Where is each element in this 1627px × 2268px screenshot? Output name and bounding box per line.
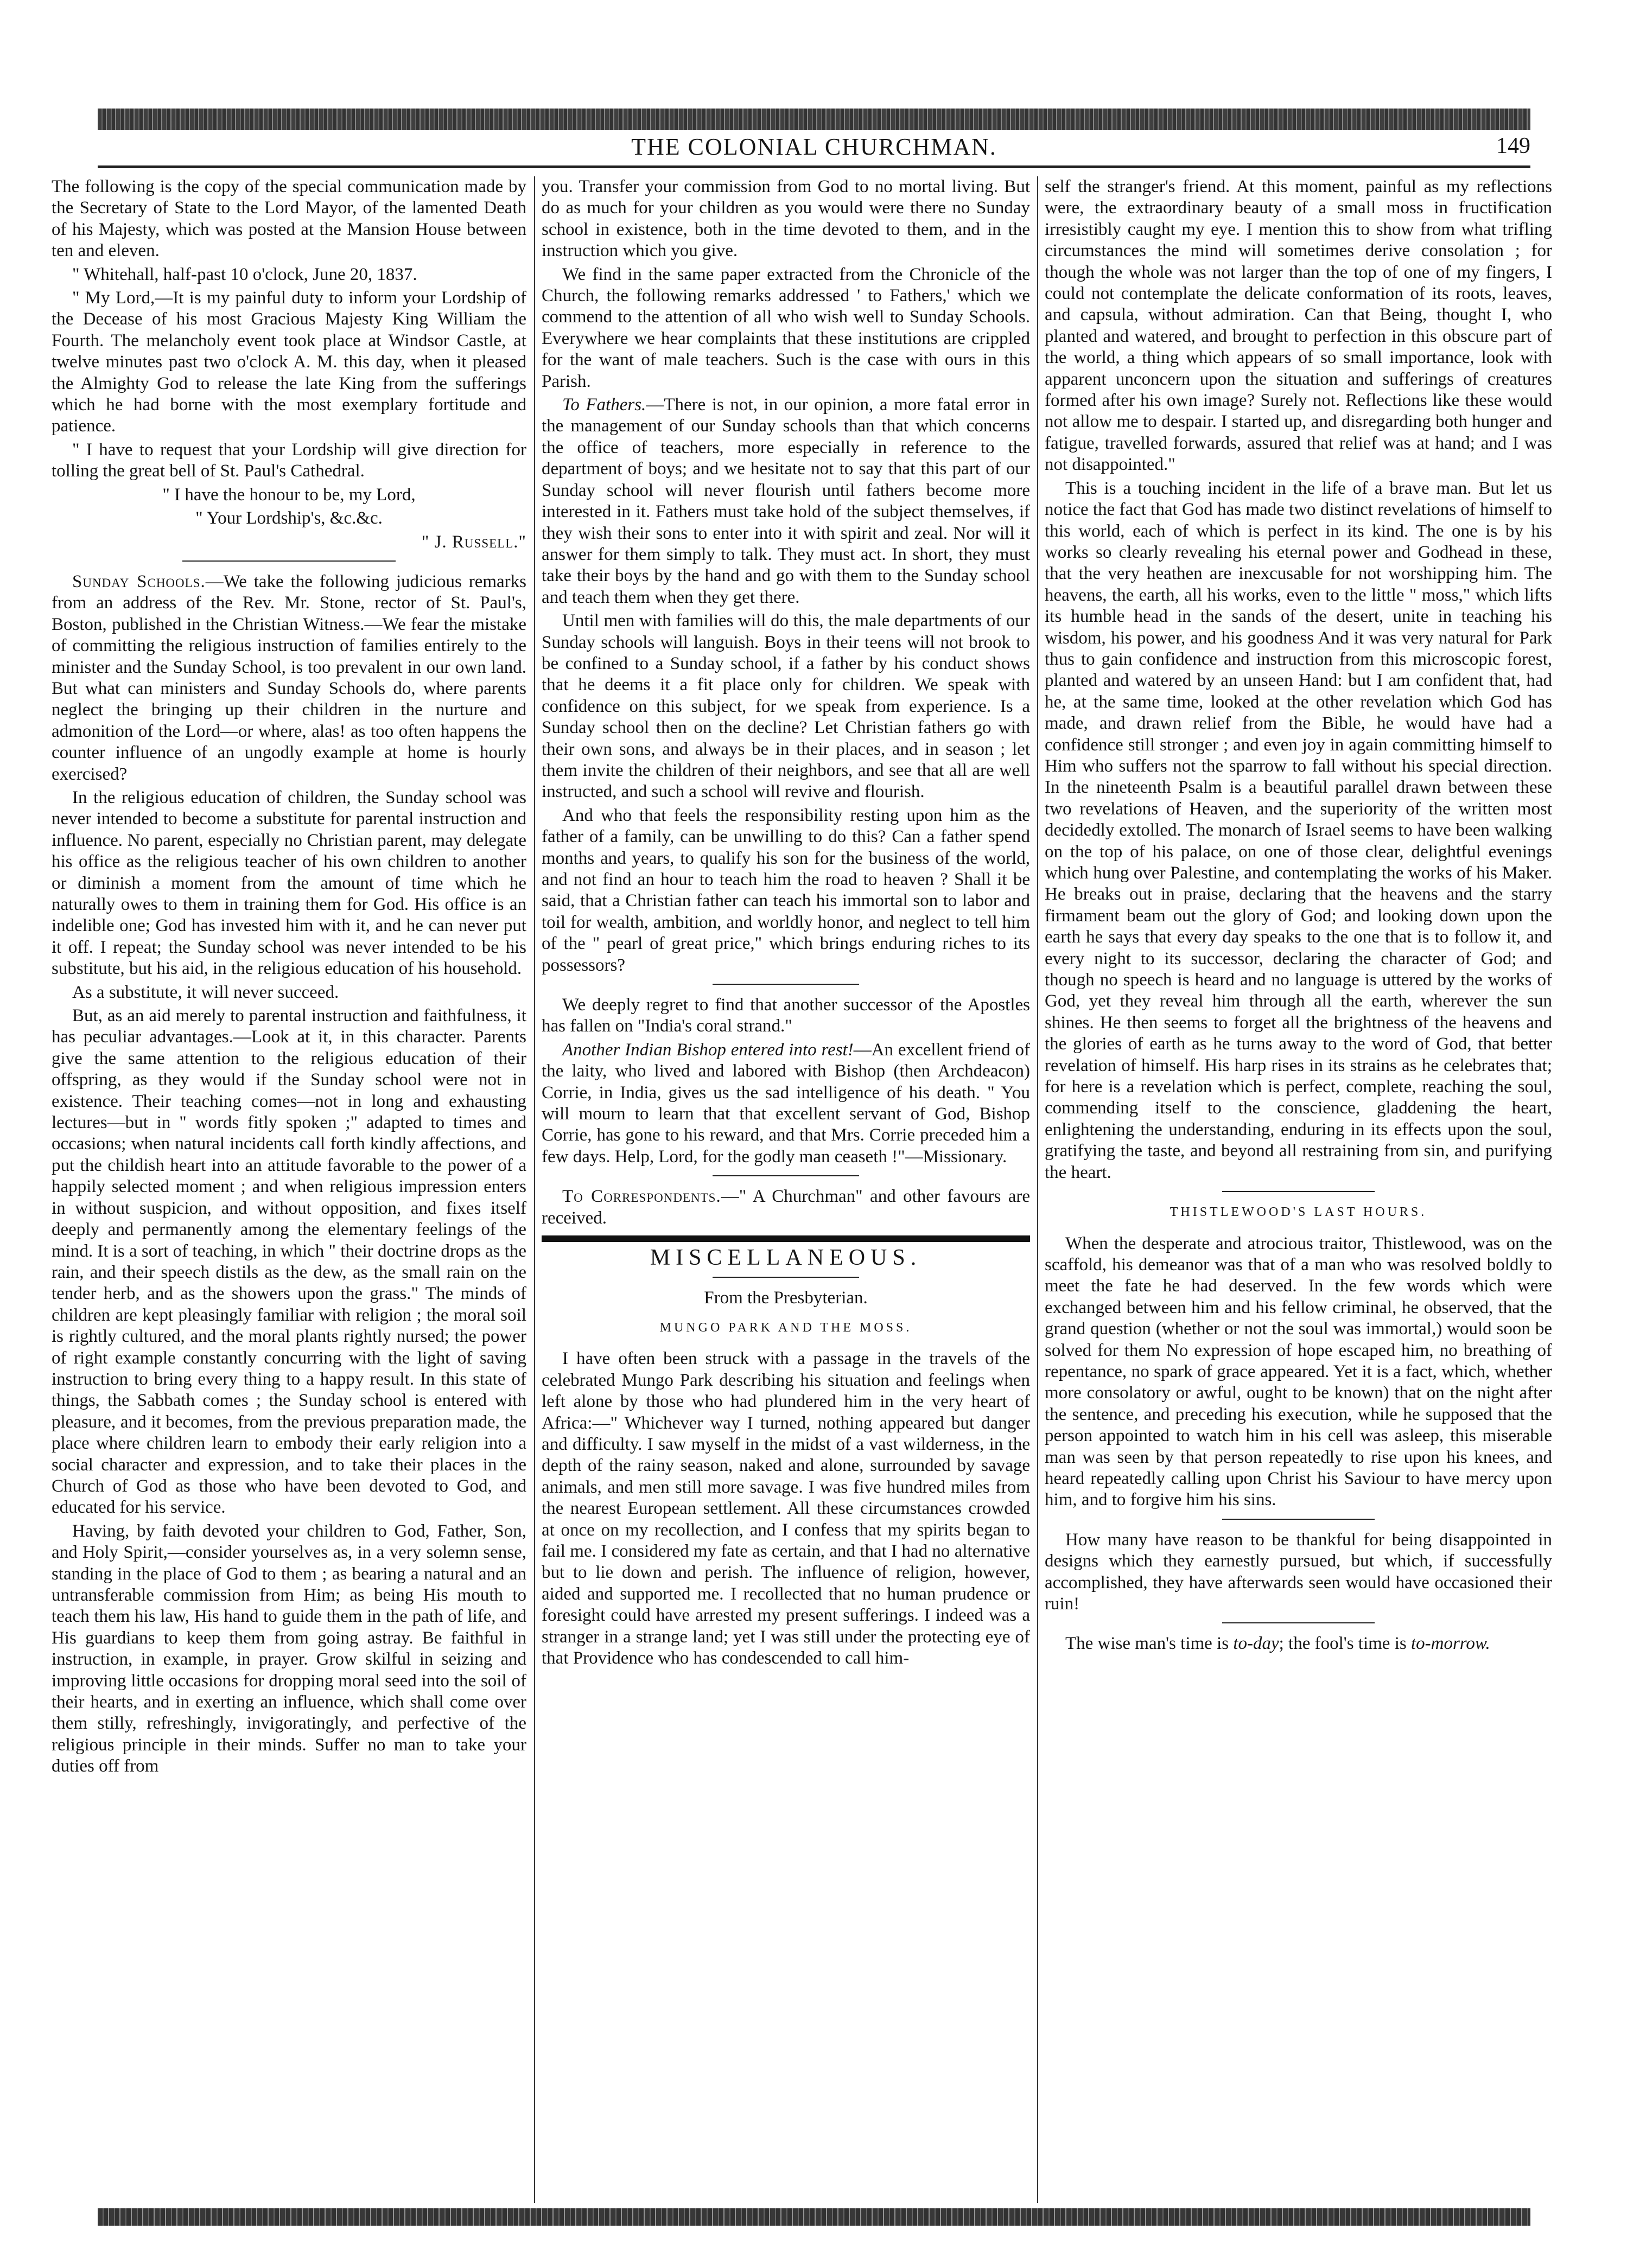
article-heading: Sunday Schools. [72,571,206,591]
article-paragraph: you. Transfer your commission from God to no mortal living. But do as much for your children as you would were there no Sunday school in existence, both in the time devoted to them, and in the instruction which you give. [542,177,1030,261]
header-rule [98,165,1530,168]
article-paragraph: When the desperate and atrocious traitor, Thistlewood, was on the scaffold, his demeanor was that of a man who was resolved boldly to meet the fate he had deserved. In the few words which were exchanged between him and his fellow criminal, he observed, that the grand question (whether or not the soul was immortal,) would soon be solved for them No expression of hope escaped him, no breathing of repentance, no spark of grace appeared. Yet it is a fact, which, whether more consolatory or awful, ought to be known) that on the night after the sentence, and preceding his execution, while he supposed that the person appointed to watch him in his cell was asleep, this miserable man was seen by that person repeatedly to rise upon his knees, and heard repeatedly calling upon Christ his Saviour to have mercy upon him, and to forgive him his sins. [1045,1233,1552,1510]
section-divider [182,560,396,562]
running-header [98,133,1530,163]
article-paragraph: self the stranger's friend. At this moment, painful as my reflections were, the extraordinary beauty of a small moss in fructification irresistibly caught my eye. I mention this to show from what trifling circumstances the mind will sometimes derive consolation ; for though the whole was not larger than the top of one of my fingers, I could not contemplate the delicate conformation of its roots, leaves, and capsula, without admiration. Can that Being, thought I, who planted and watered, and brought to perfection in this obscure part of the world, a thing which appears of so small importance, look with apparent unconcern upon the situation and sufferings of creatures formed after his own image? Surely not. Reflections like these would not allow me to despair. I started up, and disregarding both hunger and fatigue, travelled forwards, assured that relief was at hand; and I was not disappointed." [1045,177,1552,475]
article-paragraph: As a substitute, it will never succeed. [72,982,339,1002]
article-title: MUNGO PARK AND THE MOSS. [659,1320,912,1335]
article-paragraph: We deeply regret to find that another successor of the Apostles has fallen on "India's coral strand." [542,995,1030,1036]
letter-closing: " Your Lordship's, &c.&c. [195,508,383,528]
bottom-ornament-band [98,2208,1530,2226]
article-paragraph: To Fathers.—There is not, in our opinion, a more fatal error in the management of our Sunday schools than that which concerns the office of teachers, more especially in reference to the department of boys; and we hesitate not to say that this part of our Sunday school will never flourish until fathers become more interested in it. Fathers must take hold of the subject themselves, if they wish their sons to enter into it with spirit and zeal. Nor will it answer for them simply to talk. They must act. In short, they must take their boys by the hand and go with them to the Sunday school and teach them when they get there. [542,395,1030,607]
section-divider [713,1175,859,1176]
intro-paragraph: The following is the copy of the special communication made by the Secretary of State to the Lord Mayor, of the lamented Death of his Majesty, which was posted at the Mansion House between ten and eleven. [52,177,526,261]
article-paragraph: I have often been struck with a passage in the travels of the celebrated Mungo Park describing his situation and feelings when left alone by those who had plundered him in the very heart of Africa:—" Whichever way I turned, nothing appeared but danger and difficulty. I saw myself in the midst of a vast wilderness, in the depth of the rainy season, naked and alone, surrounded by savage animals, and men still more savage. I was five hundred miles from the nearest European settlement. All these circumstances crowded at once on my recollection, and I confess that my spirits began to fail me. I considered my fate as certain, and that I had no alternative but to lie down and perish. The influence of religion, however, aided and supported me. I recollected that no human prudence or foresight could have arrested my present sufferings. I indeed was a stranger in a strange land; yet I was still under the protecting eye of that Providence who has condescended to call him- [542,1349,1030,1668]
section-divider [1222,1519,1375,1520]
page-title: THE COLONIAL CHURCHMAN. [631,133,997,160]
article-paragraph: We find in the same paper extracted from the Chronicle of the Church, the following remarks addressed ' to Fathers,' which we commend to the attention of all who wish well to Sunday Schools. Everywhere we hear complaints that these institutions are crippled for the want of male teachers. Such is the case with ours in this Parish. [542,264,1030,391]
heavy-divider [542,1235,1030,1242]
article-title: THISTLEWOOD'S LAST HOURS. [1170,1205,1427,1220]
article-paragraph: Until men with families will do this, the male departments of our Sunday schools will languish. Boys in their teens will not brook to be confined to a Sunday school, if a father by his conduct shows that he deems it a fit place only for children. We speak with confidence on this subject, for we speak from experience. Is a Sunday school then on the decline? Let Christian fathers go with their own sons, and always be in their places, and in season ; let them invite the children of their neighbors, and see that all are well instructed, and such a school will revive and flourish. [542,611,1030,802]
column-2 [542,176,1030,2203]
letter-paragraph: " My Lord,—It is my painful duty to inform your Lordship of the Decease of his most Gracious Majesty King William the Fourth. The melancholy event took place at Windsor Castle, at twelve minutes past two o'clock A. M. this day, when it pleased the Almighty God to release the late King from the sufferings which he had borne with the most exemplary fortitude and patience. [52,288,526,436]
source-line: From the Presbyterian. [704,1288,868,1308]
article-paragraph: But, as an aid merely to parental instruction and faithfulness, it has peculiar advantages.—Look at it, in this character. Parents give the same attention to the religious education of their offspring, as they would if the Sunday school were not in existence. Their teaching comes—not in long and exhausting lectures—but in " words fitly spoken ;" adapted to times and occasions; when natural incidents call forth kindly affections, and put the childish heart into an attitude favorable to the power of a happily selected moment ; and when religious impression enters in without suspicion, and without opposition, and fixes itself deeply and permanently among the elementary feelings of the mind. It is a sort of teaching, in which " their doctrine drops as the rain, and their speech distils as the dew, as the small rain on the tender herb, and as the showers upon the grass." The minds of children are kept pleasingly familiar with religion ; the moral soil is rightly cultured, and the moral plants rightly nursed; the power of right example constantly concurring with the light of saving instruction to bring every thing to a happy result. In this state of things, the Sabbath comes ; the Sunday school is entered with pleasure, and it becomes, from the previous preparation made, the place where children learn to embody their early religion into a social character and expression, and to take their places in the Church of God as those who have been devoted to God, and educated for his service. [52,1006,526,1518]
article-heading: Another Indian Bishop entered into rest! [562,1040,854,1060]
notice-paragraph: To Correspondents.—" A Churchman" and other favours are received. [542,1187,1030,1228]
article-paragraph: Having, by faith devoted your children to God, Father, Son, and Holy Spirit,—consider yourselves as, in a very solemn sense, standing in the place of God to them ; as bearing a natural and an untransferable commission from Him; as being His mouth to teach them his law, His hand to guide them in the path of life, and His guardians to keep them from going astray. Be faithful in instruction, in example, in prayer. Grow skilful in seizing and improving little occasions for dropping moral seed into the soil of their hearts, and in exerting an influence, which shall come over them stilly, refreshingly, invigoratingly, and perfective of the religious principle in their minds. Suffer no man to take your duties off from [52,1521,526,1776]
column-3 [1045,176,1552,2203]
notice-heading: To Correspondents. [562,1187,721,1207]
article-paragraph: The wise man's time is to-day; the fool's time is to-morrow. [1065,1634,1490,1654]
top-ornament-band [98,109,1530,130]
section-divider [1222,1622,1375,1623]
dateline: " Whitehall, half-past 10 o'clock, June 20, 1837. [72,264,417,284]
column-1 [52,176,526,2203]
column-rule [1037,176,1038,2203]
letter-paragraph: " I have to request that your Lordship will give direction for tolling the great bell of St. Paul's Cathedral. [52,439,526,481]
section-divider [713,984,859,985]
section-title: MISCELLANEOUS. [650,1245,922,1271]
article-paragraph: And who that feels the responsibility resting upon him as the father of a family, can be unwilling to do this? Can a father spend months and years, to qualify his son for the business of the world, and not find an hour to teach him the road to heaven ? Shall it be said, that a Christian father can teach his immortal son to labor and toil for wealth, ambition, and worldly honor, and neglect to tell him of the " pearl of great price," which brings enduring riches to its possessors? [542,805,1030,975]
letter-signature: " J. Russell." [421,532,526,552]
article-paragraph: How many have reason to be thankful for being disappointed in designs which they earnestly pursued, but which, if successfully accomplished, they have afterwards seen would have occasioned their ruin! [1045,1530,1552,1614]
article-paragraph: This is a touching incident in the life of a brave man. But let us notice the fact that God has made two distinct revelations of himself to this world, each of which is perfect in its kind. The one is by his works so clearly revealing his eternal power and Godhead in these, that the very heathen are inexcusable for not worshipping him. The heavens, the earth, all his works, even to the little " moss," which lifts its humble head in the sands of the desert, unite in teaching his wisdom, his power, and his goodness And it was very natural for Park thus to gain confidence and instruction from this microscopic forest, planted and watered by an unseen Hand: but I am confident that, had he, at the same time, looked at the other revelation which God has made, and drawn relief from the Bible, he would have had a confidence still stronger ; and even joy in again committing himself to Him who suffers not the sparrow to fall without his special direction. In the nineteenth Psalm is a beautiful parallel drawn between these two revelations of Heaven, and the superiority of the written most decidedly extolled. The monarch of Israel seems to have been walking on the top of his palace, on one of those clear, delightful evenings which hung over Palestine, and contemplating the works of his Maker. He breaks out in praise, declaring that the heavens and the starry firmament beam out the glory of God; and looking down upon the earth he says that every day speaks to the one that is to follow it, and every night to its successor, declaring the character of God; and though no speech is heard and no language is uttered by the works of God, yet they reveal him through all the earth, wherever the sun shines. He then seems to forget all the brightness of the heavens and the glories of earth as he turns away to the word of God, that better revelation of himself. His harp rises in its strains as he celebrates that; for here is a revelation which is perfect, complete, reaching the soul, commending itself to the conscience, gladdening the heart, enlightening the understanding, enduring in its effects upon the soul, gratifying the taste, and beyond all restraining from sin, and purifying the heart. [1045,478,1552,1182]
article-paragraph: Another Indian Bishop entered into rest!—An excellent friend of the laity, who lived and labored with Bishop (then Archdeacon) Corrie, in India, gives us the sad intelligence of his death. " You will mourn to learn that that excellent servant of God, Bishop Corrie, has gone to his reward, and that Mrs. Corrie preceded him a few days. Help, Lord, for the godly man ceaseth !"—Missionary. [542,1040,1030,1167]
letter-closing: " I have the honour to be, my Lord, [162,485,416,505]
section-divider [1222,1191,1375,1192]
article-heading: To Fathers. [562,395,646,415]
article-paragraph: In the religious education of children, the Sunday school was never intended to become a substitute for parental instruction and influence. No parent, especially no Christian parent, may delegate his office as the religious teacher of his own children to another or diminish a moment from the amount of time which he naturally owes to them in training them for God. His office is an indelible one; God has invested him with it, and he can never put it off. I repeat; the Sunday school was never intended to be his substitute, but his aid, in the religious education of his household. [52,787,526,979]
page-number: 149 [1496,133,1530,158]
article-paragraph: Sunday Schools.—We take the following judicious remarks from an address of the Rev. Mr. Stone, rector of St. Paul's, Boston, published in the Christian Witness.—We fear the mistake of committing the religious instruction of families entirely to the minister and the Sunday School, is too prevalent in our own land. But what can ministers and Sunday Schools do, where parents neglect the bringing up their children in the nurture and admonition of the Lord—or where, alas! as too often happens the counter influence of an ungodly example at home is hourly exercised? [52,571,526,784]
section-divider [713,1277,859,1278]
column-rule [534,176,535,2203]
